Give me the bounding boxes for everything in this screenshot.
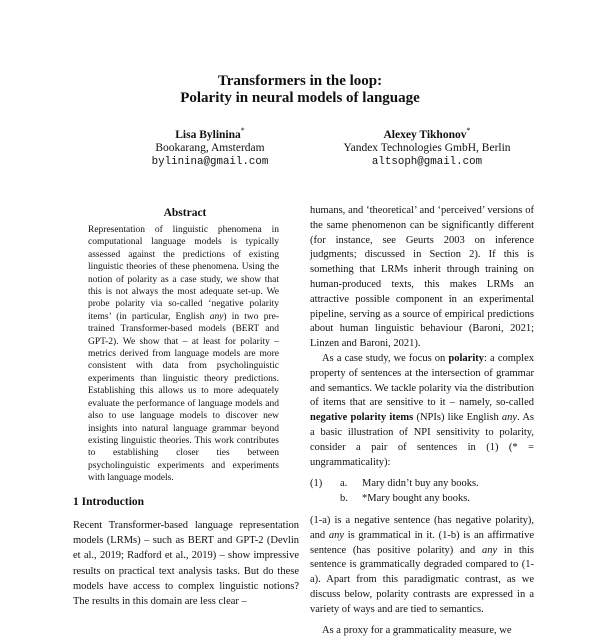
paragraph: humans, and ‘theoretical’ and ‘perceived’ versions of the same phenomenon can be significantly different (for instance, see Geurts 2003 on inference judgments; discussed in Section 2). If this is something that LRMs inherit through training on human-produced texts, this makes LRMs an attractive possible component in an experimental pipeline, serving as a source of empirical predictions about human linguistic behaviour (Baroni, 2021; Linzen and Baroni, 2021).	[310, 205, 534, 350]
abstract-text-1: Representation of linguistic phenomena in computational language models is typically assessed against the predictions of existing linguistic theories of these phenomena. Using the notion of polarity as a case study, we show that this is not always the most adequate set-up. We probe polarity via so-called ‘negative polarity items’ (in particular, English	[88, 225, 279, 322]
term-npi: negative polarity items	[310, 412, 414, 424]
author-name: Lisa Bylinina	[175, 128, 241, 141]
author-email: altsoph@gmail.com	[371, 155, 483, 168]
paper-title-line-1: Transformers in the loop:	[217, 73, 383, 89]
author-block-2	[322, 124, 532, 169]
example-label-b: b.	[340, 493, 348, 505]
abstract-heading: Abstract	[163, 207, 207, 219]
author-email: bylinina@gmail.com	[151, 155, 269, 168]
example-text-a: Mary didn’t buy any books.	[362, 478, 479, 490]
example-1	[310, 477, 534, 507]
author-mark: *	[466, 126, 471, 135]
author-name: Alexey Tikhonov	[383, 128, 467, 141]
section-heading-introduction: 1 Introduction	[73, 496, 145, 508]
introduction-text: Recent Transformer-based language representation models (LRMs) – such as BERT and GPT-2 (Devlin et al., 2019; Radford et al., 2019) – show impressive results on practical text analysis tasks. But do these models have access to complex linguistic notions? The results in this domain are less clear –	[73, 520, 299, 608]
example-text-b: *Mary bought any books.	[362, 493, 470, 505]
paper-title-line-2: Polarity in neural models of language	[180, 90, 420, 106]
abstract-text-2: ) in two pre-trained Transformer-based models (BERT and GPT-2). We show that – at least for polarity – metrics derived from language models are more consistent with data from psycholinguistic experiments than linguistic theory predictions. Establishing this allows us to more adequately evaluate the performance of language models and also to use language models to discover new insights into natural language grammar beyond existing linguistic theories. This work contributes to establishing closer ties between psycholinguistic experiments and experiments with language models.	[88, 311, 279, 484]
example-number: (1)	[310, 478, 323, 490]
paragraph: As a case study, we focus on polarity: a complex property of sentences at the intersection of grammar and semantics. We tackle polarity via the distribution of items that are sensitive to it – namely, so-called negative polarity items (NPIs) like English any. As a basic illustration of NPI sensitivity to polarity, consider a pair of sentences in (1) (* = ungrammaticality):	[310, 352, 535, 468]
paragraph: As a proxy for a grammaticality measure, we	[322, 624, 512, 636]
author-affiliation: Bookarang, Amsterdam	[155, 142, 265, 155]
right-column	[310, 204, 534, 638]
term-polarity: polarity	[448, 352, 485, 364]
author-mark: *	[240, 126, 245, 135]
author-block-1	[120, 124, 300, 169]
paragraph: (1-a) is a negative sentence (has negative polarity), and any is grammatical in it. (1-b) is an affirmative sentence (has positive polarity) and any in this sentence is grammatically degraded compared to (1-a). Apart from this paradigmatic contrast, as we discuss below, polarity contrasts are expressed in a variety of ways and are tied to semantics.	[310, 514, 535, 615]
abstract-body	[88, 224, 279, 485]
author-affiliation: Yandex Technologies GmbH, Berlin	[343, 142, 511, 155]
abstract-any: any	[209, 311, 224, 322]
example-label-a: a.	[340, 478, 348, 490]
